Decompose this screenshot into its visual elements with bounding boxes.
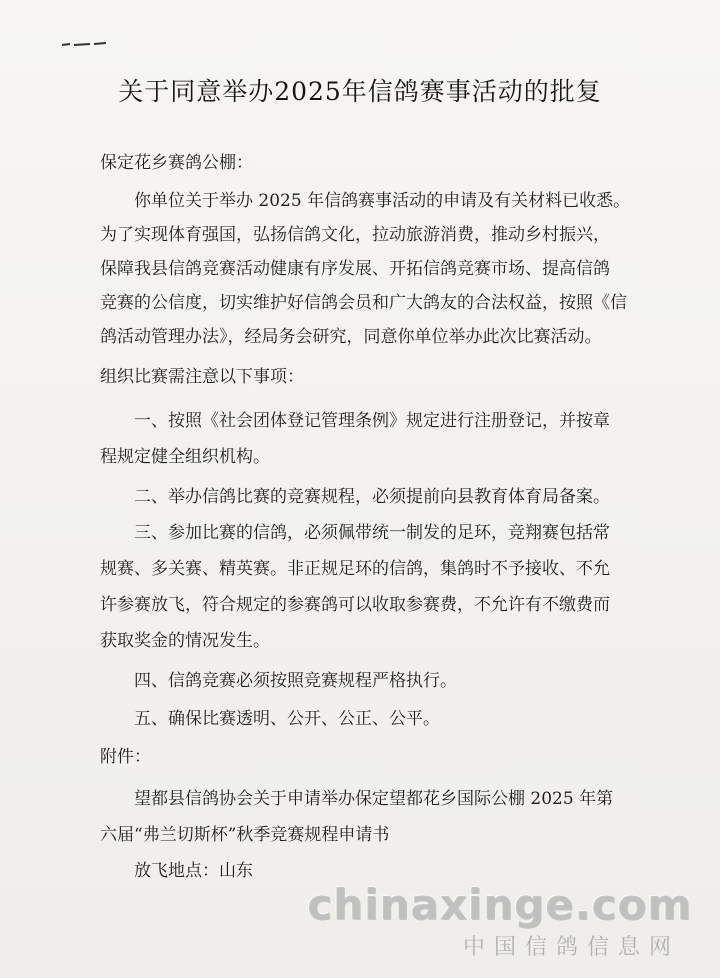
- body-line: 许参赛放飞，符合规定的参赛鸽可以收取参赛费，不允许有不缴费而: [100, 595, 610, 615]
- body-line: 四、信鸽竞赛必须按照竞赛规程严格执行。: [100, 671, 457, 691]
- watermark-text: chinaxinge.com: [307, 880, 692, 929]
- body-line: 附件：: [100, 747, 151, 767]
- body-line: 鸽活动管理办法》，经局务会研究，同意你单位举办此次比赛活动。: [100, 327, 602, 347]
- body-line: 三、参加比赛的信鸽，必须佩带统一制发的足环，竞翔赛包括常: [100, 523, 610, 543]
- body-line: 二、举办信鸽比赛的竞赛规程，必须提前向县教育体育局备案。: [100, 487, 610, 507]
- body-line: 你单位关于举办 2025 年信鸽赛事活动的申请及有关材料已收悉。: [100, 191, 631, 211]
- pen-mark-icon: [60, 40, 108, 48]
- body-line: 规赛、多关赛、精英赛。非正规足环的信鸽，集鸽时不予接收、不允: [100, 559, 610, 579]
- watermark-subtext: 中国信鸽信息网: [462, 935, 680, 960]
- body-line: 为了实现体育强国，弘扬信鸽文化，拉动旅游消费，推动乡村振兴，: [100, 225, 610, 245]
- body-line: 竞赛的公信度，切实维护好信鸽会员和广大鸽友的合法权益，按照《信: [100, 293, 627, 313]
- body-line: 六届“弗兰切斯杯”秋季竞赛规程申请书: [100, 825, 390, 845]
- body-line: 望都县信鸽协会关于申请举办保定望都花乡国际公棚 2025 年第: [100, 789, 614, 809]
- salutation: 保定花乡赛鸽公棚：: [100, 153, 253, 173]
- body-line: 获取奖金的情况发生。: [100, 631, 270, 651]
- body-line: 组织比赛需注意以下事项：: [100, 367, 304, 387]
- body-line: 五、确保比赛透明、公开、公正、公平。: [100, 709, 440, 729]
- body-line: 一、按照《社会团体登记管理条例》规定进行注册登记，并按章: [100, 411, 610, 431]
- document-title: 关于同意举办2025年信鸽赛事活动的批复: [118, 77, 602, 106]
- body-line: 放飞地点：山东: [100, 861, 253, 881]
- body-line: 保障我县信鸽竞赛活动健康有序发展、开拓信鸽竞赛市场、提高信鸽: [100, 259, 610, 279]
- body-line: 程规定健全组织机构。: [100, 447, 270, 467]
